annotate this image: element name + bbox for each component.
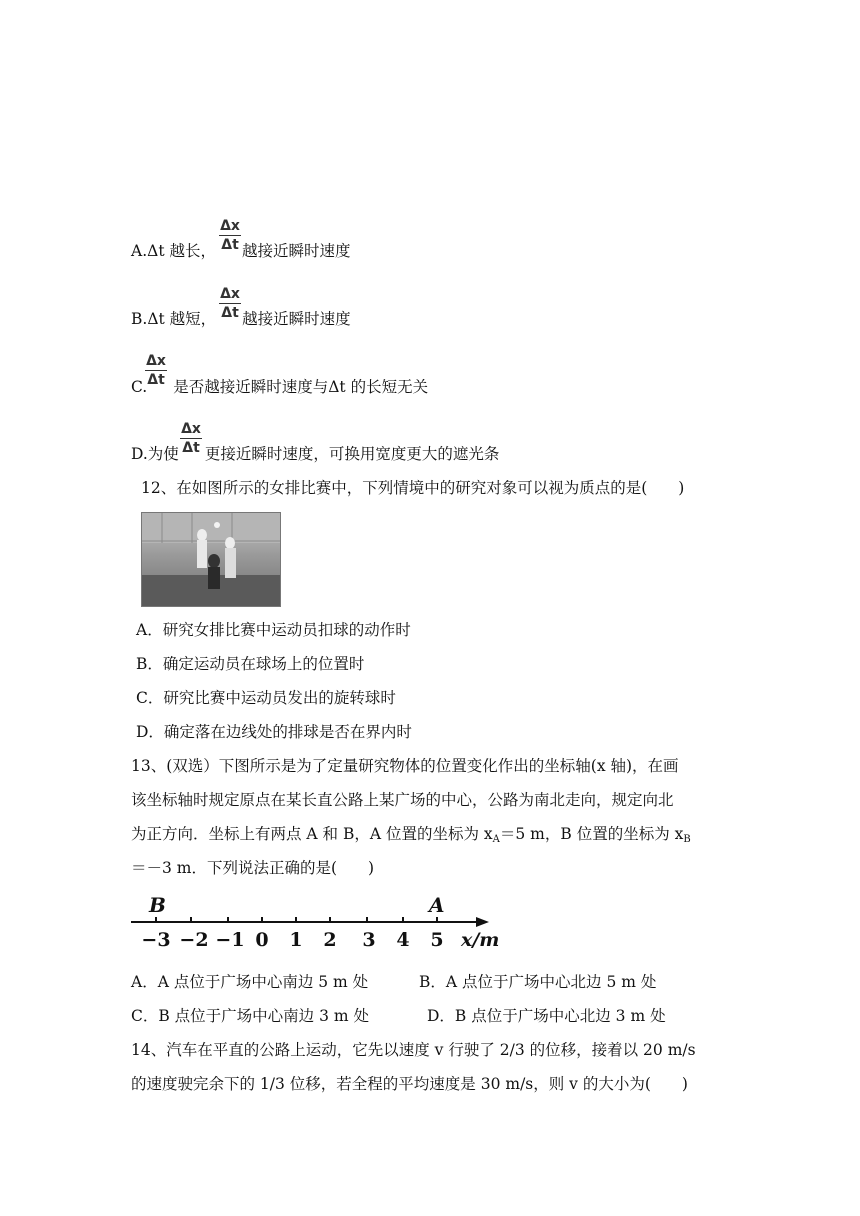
axis-tick-label: 0 — [255, 929, 269, 951]
question-13-line-1: 13、(双选）下图所示是为了定量研究物体的位置变化作出的坐标轴(x 轴)，在画 — [131, 757, 679, 775]
axis-unit-label: x/m — [461, 929, 500, 951]
fraction-dx-dt-d: Δx Δt — [181, 421, 201, 456]
option-11-c: C. 是否越接近瞬时速度与Δt 的长短无关 — [131, 378, 429, 396]
question-13-line-2: 该坐标轴时规定原点在某长直公路上某广场的中心，公路为南北走向，规定向北 — [131, 791, 674, 809]
question-14-line-1: 14、汽车在平直的公路上运动，它先以速度 v 行驶了 2/3 的位移，接着以 20 m/s — [131, 1041, 696, 1059]
axis-tick-label: −1 — [215, 929, 245, 951]
volleyball-match-photo — [141, 512, 281, 607]
option-13-d: D．B 点位于广场中心北边 3 m 处 — [427, 1007, 666, 1025]
axis-tick-label: −3 — [141, 929, 171, 951]
axis-tick-label: 3 — [362, 929, 376, 951]
fraction-dx-dt-a: Δx Δt — [220, 218, 240, 253]
question-12-stem: 12、在如图所示的女排比赛中，下列情境中的研究对象可以视为质点的是( ) — [141, 479, 685, 497]
question-13-line-3: 为正方向．坐标上有两点 A 和 B，A 位置的坐标为 $x_A=5$ m，B 位置的坐标为 $x_B$ — [131, 825, 691, 845]
option-13-b: B．A 点位于广场中心北边 5 m 处 — [419, 973, 657, 991]
question-13-line-4: ＝－3 m．下列说法正确的是( ) — [131, 859, 375, 877]
coordinate-axis — [131, 892, 511, 952]
option-12-c: C．研究比赛中运动员发出的旋转球时 — [136, 689, 396, 707]
question-14-line-2: 的速度驶完余下的 1/3 位移，若全程的平均速度是 30 m/s，则 v 的大小为( ) — [131, 1075, 688, 1093]
option-13-a: A．A 点位于广场中心南边 5 m 处 — [131, 973, 369, 991]
option-13-c: C．B 点位于广场中心南边 3 m 处 — [131, 1007, 370, 1025]
axis-point-b-label: B — [149, 893, 166, 917]
axis-tick-label: −2 — [179, 929, 209, 951]
axis-point-a-label: A — [429, 893, 445, 917]
axis-tick-label: 5 — [430, 929, 444, 951]
axis-tick-label: 1 — [289, 929, 303, 951]
option-12-d: D．确定落在边线处的排球是否在界内时 — [136, 723, 412, 741]
option-12-b: B．确定运动员在球场上的位置时 — [136, 655, 365, 673]
fraction-dx-dt-b: Δx Δt — [220, 286, 240, 321]
option-11-b: B.Δt 越短， 越接近瞬时速度 — [131, 310, 351, 328]
option-11-a: A.Δt 越长， 越接近瞬时速度 — [131, 242, 351, 260]
option-12-a: A．研究女排比赛中运动员扣球的动作时 — [136, 621, 411, 639]
axis-tick-label: 2 — [323, 929, 337, 951]
axis-tick-label: 4 — [396, 929, 410, 951]
fraction-dx-dt-c: Δx Δt — [146, 353, 166, 388]
option-11-d: D.为使 更接近瞬时速度，可换用宽度更大的遮光条 — [131, 445, 500, 463]
